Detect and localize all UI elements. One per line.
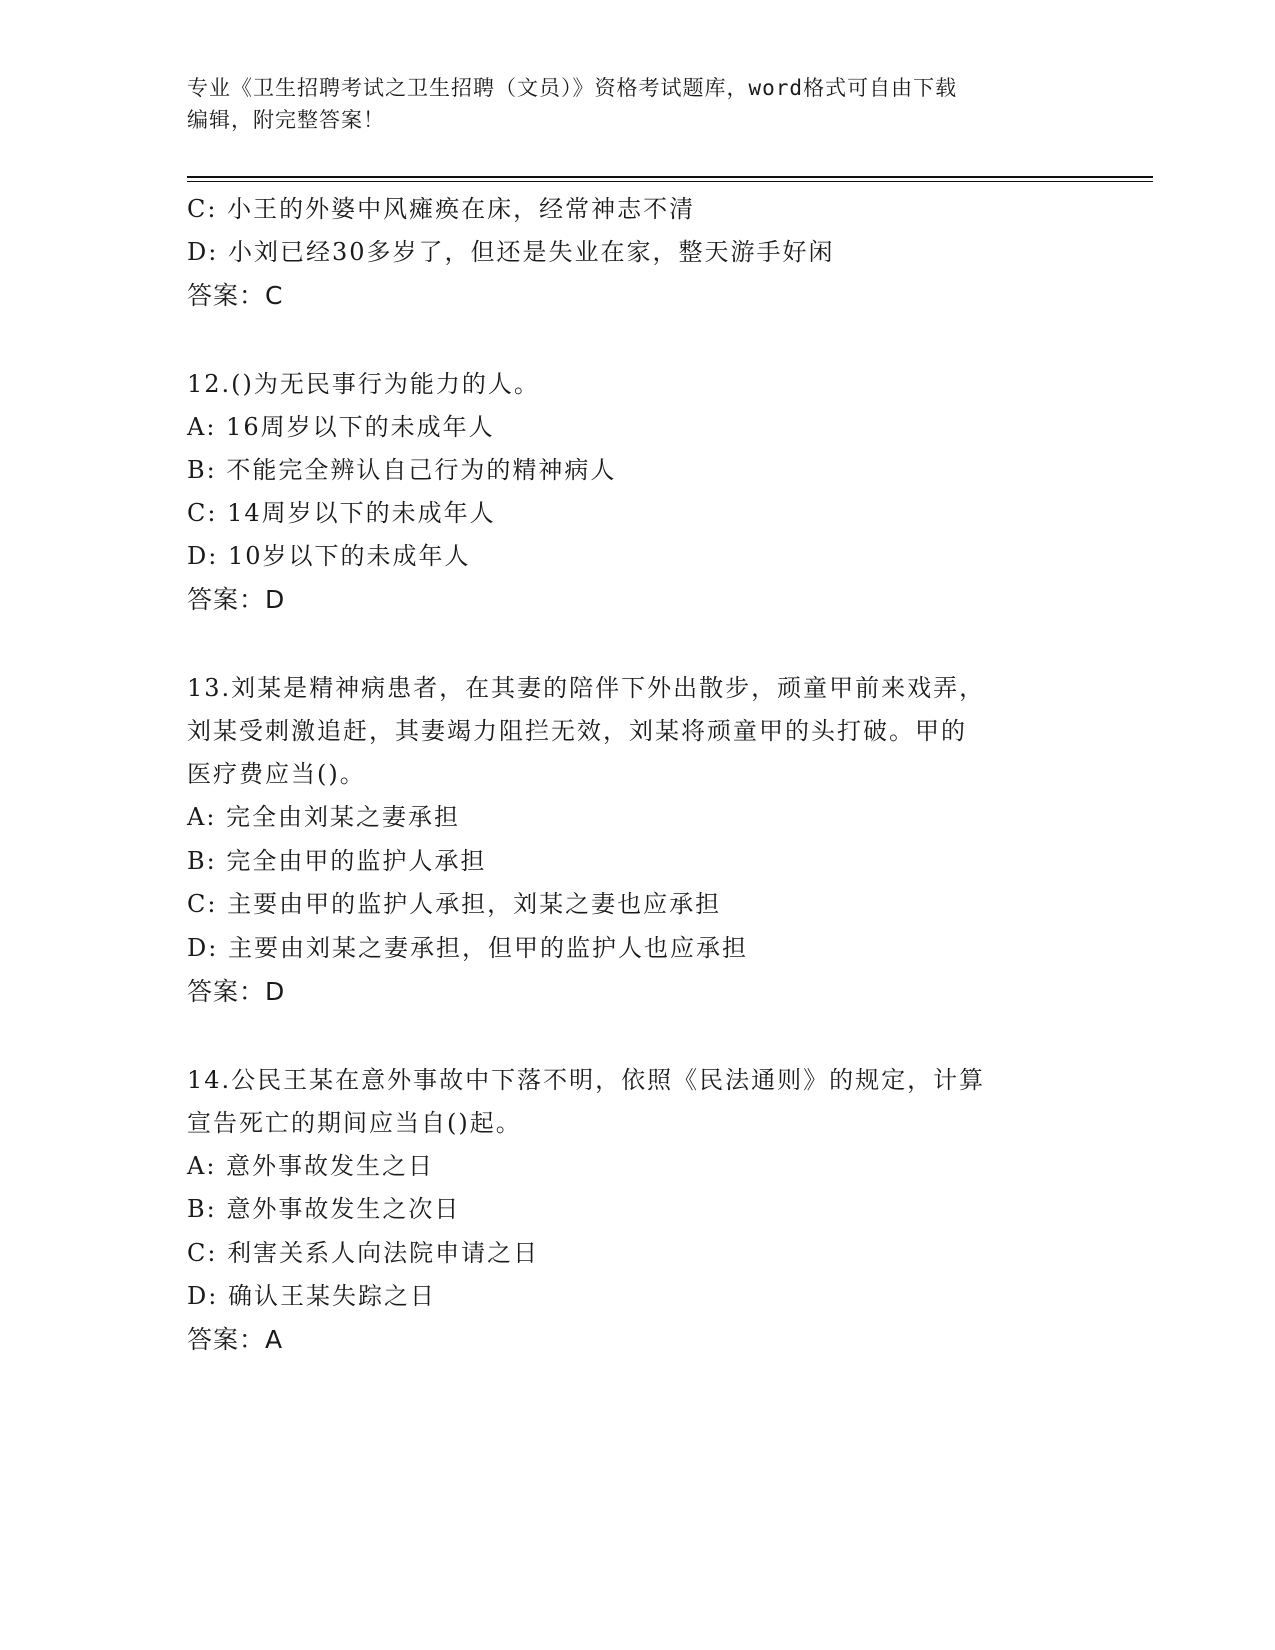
q13-option-a: A: 完全由刘某之妻承担 [187,803,461,831]
q13-option-c: C: 主要由甲的监护人承担，刘某之妻也应承担 [187,890,722,918]
q13-option-d: D: 主要由刘某之妻承担，但甲的监护人也应承担 [187,934,748,962]
header-line-1: 专业《卫生招聘考试之卫生招聘（文员）》资格考试题库，word格式可自由下载 [187,76,958,100]
q14-option-c: C: 利害关系人向法院申请之日 [187,1239,540,1267]
q12-option-c: C: 14周岁以下的未成年人 [187,499,496,527]
q14-stem-line-1: 14.公民王某在意外事故中下落不明，依照《民法通则》的规定，计算 [187,1066,986,1094]
q12-option-a: A: 16周岁以下的未成年人 [187,413,495,441]
q11-answer: 答案：C [187,281,284,310]
q14-stem-line-2: 宣告死亡的期间应当自()起。 [187,1109,522,1137]
q12-option-b: B: 不能完全辨认自己行为的精神病人 [187,456,617,484]
q14-option-d: D: 确认王某失踪之日 [187,1282,436,1310]
q13-answer: 答案：D [187,977,286,1006]
q13-option-b: B: 完全由甲的监护人承担 [187,847,487,875]
q11-option-c: C: 小王的外婆中风瘫痪在床，经常神志不清 [187,195,696,223]
header-line-2: 编辑，附完整答案！ [187,108,385,132]
q13-stem-line-2: 刘某受刺激追赶，其妻竭力阻拦无效，刘某将顽童甲的头打破。甲的 [187,717,967,745]
document-header [187,72,1087,136]
q12-answer: 答案：D [187,585,286,614]
q13-stem-line-1: 13.刘某是精神病患者，在其妻的陪伴下外出散步，顽童甲前来戏弄， [187,674,986,702]
q14-answer: 答案：A [187,1325,284,1354]
header-rule-thick [187,176,1153,178]
q12-stem: 12.()为无民事行为能力的人。 [187,370,540,398]
header-rule-thin [187,181,1153,182]
q14-option-b: B: 意外事故发生之次日 [187,1195,461,1223]
q11-option-d: D: 小刘已经30多岁了，但还是失业在家，整天游手好闲 [187,238,835,266]
q12-option-d: D: 10岁以下的未成年人 [187,542,471,570]
q13-stem-line-3: 医疗费应当()。 [187,760,366,788]
q14-option-a: A: 意外事故发生之日 [187,1152,435,1180]
